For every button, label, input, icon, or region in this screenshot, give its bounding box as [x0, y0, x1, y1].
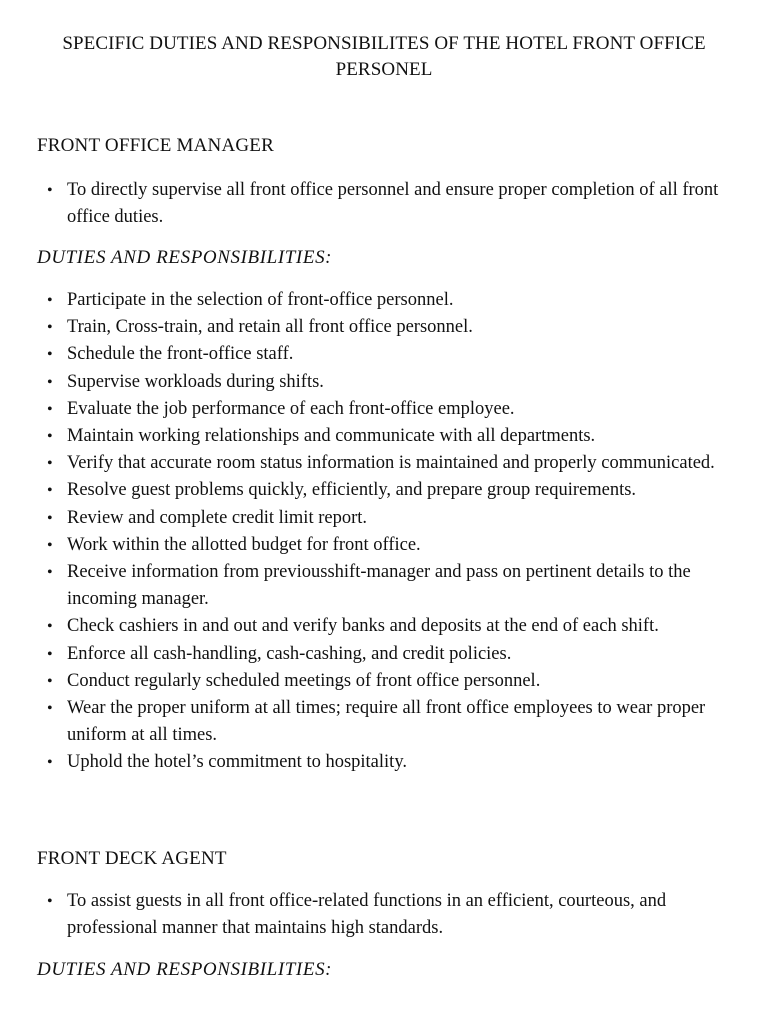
list-item — [37, 749, 737, 776]
bullet-icon: • — [47, 455, 53, 473]
summary-list-front-office-manager — [37, 177, 737, 231]
list-item-text: To assist guests in all front office-related functions in an efficient, courteous, and professional manner that maintains high standards. — [67, 891, 667, 939]
duties-list-front-office-manager — [37, 287, 737, 777]
list-item — [37, 888, 737, 942]
bullet-icon: • — [47, 893, 53, 910]
bullet-icon: • — [47, 428, 53, 446]
list-item-text: Conduct regularly scheduled meetings of front office personnel. — [67, 670, 541, 691]
list-item-text: Receive information from previousshift-manager and pass on pertinent details to the incoming manager. — [67, 562, 691, 610]
bullet-icon: • — [47, 400, 53, 418]
bullet-icon: • — [47, 482, 53, 500]
bullet-icon: • — [47, 700, 53, 718]
list-item — [37, 177, 737, 231]
bullet-icon: • — [47, 346, 53, 364]
list-item-text: Train, Cross-train, and retain all front office personnel. — [67, 317, 473, 338]
list-item — [37, 559, 737, 613]
bullet-icon: • — [47, 672, 53, 690]
list-item — [37, 477, 737, 504]
list-item — [37, 287, 737, 314]
list-item-text: Work within the allotted budget for front office. — [67, 534, 421, 555]
list-item — [37, 695, 737, 749]
bullet-icon: • — [47, 373, 53, 391]
list-item-text: Participate in the selection of front-office personnel. — [67, 290, 454, 310]
list-item — [37, 532, 737, 559]
list-item — [37, 450, 737, 477]
list-item-text: Evaluate the job performance of each front-office employee. — [67, 398, 515, 419]
section-heading-front-office-manager: FRONT OFFICE MANAGER — [37, 135, 274, 156]
list-item-text: To directly supervise all front office personnel and ensure proper completion of all front office duties. — [67, 180, 719, 228]
duties-heading-front-office-manager: DUTIES AND RESPONSIBILITIES: — [37, 247, 333, 268]
list-item — [37, 396, 737, 423]
bullet-icon: • — [47, 509, 53, 527]
list-item — [37, 369, 737, 396]
bullet-icon: • — [47, 645, 53, 663]
section-heading-front-deck-agent: FRONT DECK AGENT — [37, 848, 227, 869]
list-item-text: Maintain working relationships and communicate with all departments. — [67, 426, 596, 447]
list-item — [37, 423, 737, 450]
bullet-icon: • — [47, 292, 53, 309]
list-item — [37, 505, 737, 532]
bullet-icon: • — [47, 754, 53, 772]
bullet-icon: • — [47, 319, 53, 337]
list-item-text: Uphold the hotel’s commitment to hospitality. — [67, 752, 407, 773]
duties-heading-front-deck-agent: DUTIES AND RESPONSIBILITIES: — [37, 959, 333, 980]
bullet-icon: • — [47, 564, 53, 582]
bullet-icon: • — [47, 182, 53, 199]
list-item — [37, 668, 737, 695]
list-item-text: Enforce all cash-handling, cash-cashing, and credit policies. — [67, 643, 512, 664]
list-item-text: Verify that accurate room status information is maintained and properly communicated. — [67, 453, 715, 474]
list-item-text: Resolve guest problems quickly, efficiently, and prepare group requirements. — [67, 480, 637, 501]
list-item — [37, 341, 737, 368]
list-item-text: Supervise workloads during shifts. — [67, 371, 324, 392]
summary-list-front-deck-agent — [37, 888, 737, 942]
document-title: SPECIFIC DUTIES AND RESPONSIBILITES OF THE HOTEL FRONT OFFICE PERSONEL — [62, 33, 706, 80]
bullet-icon: • — [47, 536, 53, 554]
list-item — [37, 613, 737, 640]
list-item-text: Review and complete credit limit report. — [67, 507, 368, 528]
list-item — [37, 641, 737, 668]
list-item — [37, 314, 737, 341]
list-item-text: Wear the proper uniform at all times; require all front office employees to wear proper uniform at all times. — [67, 698, 706, 746]
list-item-text: Schedule the front-office staff. — [67, 344, 294, 365]
list-item-text: Check cashiers in and out and verify banks and deposits at the end of each shift. — [67, 616, 659, 637]
bullet-icon: • — [47, 618, 53, 636]
